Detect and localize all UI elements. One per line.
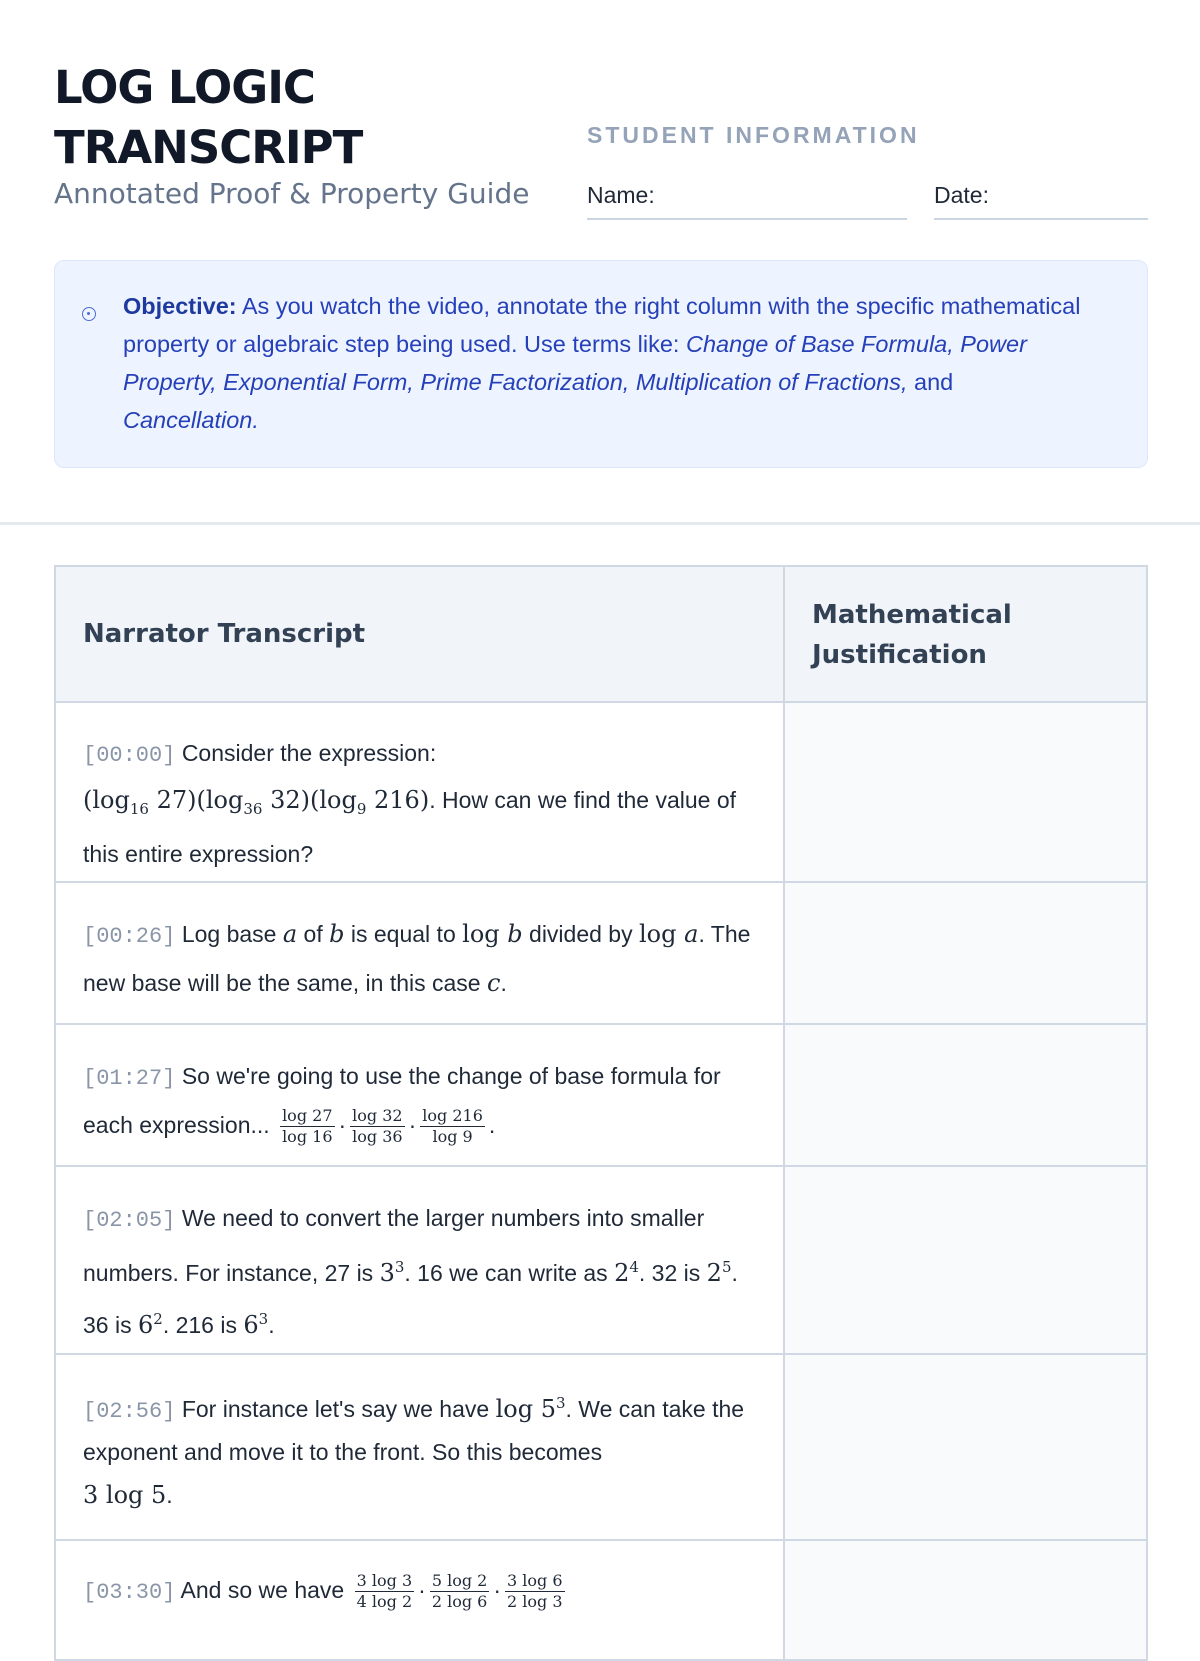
justification-cell[interactable]: [785, 1355, 1146, 1539]
objective-label: Objective:: [123, 293, 237, 319]
name-label: Name:: [587, 182, 655, 208]
timestamp: [02:56]: [83, 1399, 176, 1424]
transcript-cell: [56, 883, 785, 1023]
timestamp: [02:05]: [83, 1208, 176, 1233]
math-expression: $2^4$: [614, 1258, 639, 1287]
math-expression: $6^3$: [243, 1310, 269, 1339]
fraction: $\frac{\log 27}{\log 16}$: [282, 1106, 333, 1147]
transcript-text: . The new base will be the same, in this case: [83, 921, 751, 996]
table-row: [56, 1541, 1146, 1661]
page-header: [54, 52, 1148, 222]
transcript-text: . 36 is: [83, 1260, 738, 1338]
transcript-text: divided by: [529, 921, 633, 947]
timestamp: [03:30]: [83, 1580, 176, 1605]
math-expression: ($\log_{16}$ $27)(\log_{36}$ $32)(\log_9$ 216): [83, 786, 430, 818]
math-var: c: [486, 969, 501, 997]
transcript-cell: [01:27] So we're going to use the change of base formula for each expression... $\frac{\log 27}{\log 16}$ · $\frac{\log 32}{\log 36}$ · $\frac{\log 216}{\log 9}$ .: [56, 1025, 785, 1165]
transcript-text: of: [303, 921, 323, 947]
transcript-text: We need to convert the larger numbers into smaller numbers. For instance, 27 is: [83, 1205, 705, 1286]
fraction: $\frac{5 \log 2}{2 \log 6}$: [431, 1571, 488, 1612]
math-expression: log b: [462, 920, 523, 948]
math-expression: $6^2$: [137, 1310, 163, 1339]
math-expression: $\log 5^3$: [495, 1394, 566, 1423]
transcript-text: .: [268, 1312, 275, 1338]
column-header-transcript: Narrator Transcript: [56, 567, 785, 701]
objective-box: [54, 260, 1148, 468]
objective-text: [123, 287, 1083, 439]
transcript-cell: [56, 1167, 785, 1353]
transcript-cell: [56, 703, 785, 881]
justification-cell[interactable]: [785, 1541, 1146, 1659]
table-row: [56, 1167, 1146, 1355]
info-icon: [82, 307, 96, 321]
title-line-2: TRANSCRIPT: [54, 121, 363, 174]
column-header-justification: Mathematical Justification: [812, 600, 1012, 670]
math-expression: $3^3$: [379, 1258, 405, 1287]
math-expression: 3 log 5: [83, 1481, 167, 1509]
section-divider: [0, 522, 1200, 525]
objective-terms: Change of Base Formula, Power Property, Exponential Form, Prime Factorization, Multiplication of Fractions,: [123, 331, 1027, 395]
fraction: $\frac{\log 32}{\log 36}$: [352, 1106, 403, 1147]
timestamp: [00:00]: [83, 743, 176, 768]
transcript-cell: [56, 1355, 785, 1539]
table-header: [56, 567, 1146, 703]
page-title: [54, 58, 362, 178]
transcript-text: .: [488, 1112, 496, 1138]
transcript-text: .: [166, 1482, 173, 1508]
transcript-text: Consider the expression:: [181, 740, 437, 766]
transcript-text: . We can take the exponent and move it to the front. So this becomes: [83, 1396, 745, 1465]
student-info-heading: STUDENT INFORMATION: [587, 122, 920, 148]
title-line-1: LOG LOGIC: [54, 61, 315, 114]
justification-cell[interactable]: [785, 1025, 1146, 1165]
date-field[interactable]: [934, 178, 1148, 220]
table-row: [56, 703, 1146, 883]
table-row: [56, 1025, 1146, 1167]
transcript-text: . How can we find the value of this entire expression?: [83, 787, 737, 867]
fraction: $\frac{3 \log 6}{2 \log 3}$: [507, 1571, 563, 1612]
timestamp: [00:26]: [83, 924, 176, 949]
transcript-table: [54, 565, 1148, 1661]
objective-body: As you watch the video, annotate the right column with the specific mathematical property or algebraic step being used. Use terms like:: [123, 293, 1081, 357]
objective-and: and: [914, 369, 954, 395]
transcript-text: And so we have: [180, 1577, 345, 1603]
transcript-text: Log base: [181, 921, 277, 947]
name-field[interactable]: [587, 178, 907, 220]
transcript-text: . 216 is: [162, 1312, 237, 1338]
transcript-text: For instance let's say we have: [181, 1396, 490, 1422]
transcript-text: is equal to: [350, 921, 456, 947]
justification-cell[interactable]: [785, 1167, 1146, 1353]
transcript-text: .: [500, 970, 507, 996]
transcript-text: . 32 is: [638, 1260, 701, 1286]
math-var: b: [329, 920, 345, 948]
page-subtitle: Annotated Proof & Property Guide: [54, 177, 530, 210]
objective-last-term: Cancellation.: [123, 407, 259, 433]
table-row: [56, 1355, 1146, 1541]
transcript-cell: [03:30] And so we have $\frac{3 \log 3}{4 \log 2}$ · $\frac{5 \log 2}{2 \log 6}$ · $\frac{3 \log 6}{2 \log 3}$: [56, 1541, 785, 1659]
justification-cell[interactable]: [785, 883, 1146, 1023]
timestamp: [01:27]: [83, 1066, 176, 1091]
transcript-text: . 16 we can write as: [404, 1260, 608, 1286]
table-row: [56, 883, 1146, 1025]
math-expression: log a: [639, 920, 699, 948]
justification-cell[interactable]: [785, 703, 1146, 881]
date-label: Date:: [934, 182, 989, 208]
fraction: $\frac{\log 216}{\log 9}$: [422, 1106, 483, 1147]
math-expression: $2^5$: [706, 1258, 732, 1287]
transcript-text: So we're going to use the change of base formula for each expression...: [83, 1063, 721, 1138]
math-var: a: [282, 920, 298, 948]
fraction: $\frac{3 \log 3}{4 \log 2}$: [356, 1571, 413, 1612]
